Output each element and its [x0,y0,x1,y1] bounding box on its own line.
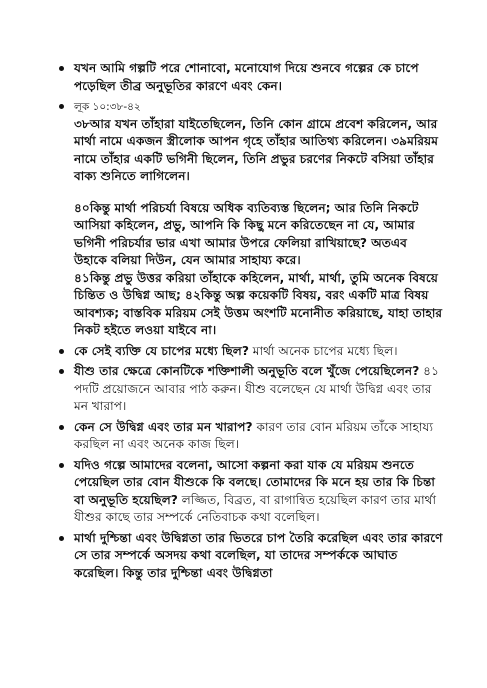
question-text: কেন সে উদ্বিগ্ন এবং তার মন খারাপ? [74,419,253,434]
answer-text: মার্থা অনেক চাপের মধ্যে ছিল। [248,343,398,358]
document-list [74,60,443,582]
list-item-question-2 [74,363,443,416]
bullet-icon [59,66,64,71]
bullet-icon [59,104,64,109]
bullet-icon [59,463,64,468]
list-item-question-3 [74,419,443,454]
bullet-icon [59,349,64,354]
paragraph-gap [74,186,443,200]
bullet-icon [59,536,64,541]
verse-paragraph-1: ৩৮আর যখন তাঁহারা যাইতেছিলেন, তিনি কোন গ্রামে প্রবেশ করিলেন, আর মার্থা নামে একজন স্ত্রীলোক আপন গৃহে তাঁহার আতিথ্য করিলেন। ৩৯মরিয়ম নামে তাঁহার একটি ভগিনী ছিলেন, তিনি প্রভুর চরণের নিকটে বসিয়া তাঁহার বাক্য শুনিতে লাগিলেন। [74,116,438,183]
list-item-question-5 [74,530,443,583]
verse-paragraph-3: ৪১কিন্তু প্রভু উত্তর করিয়া তাঁহাকে কহিলেন, মার্থা, মার্থা, তুমি অনেক বিষয়ে চিন্তিত ও উদ্বিগ্ন আছ; ৪২কিন্তু অল্প কয়েকটি বিষয়, বরং একটি মাত্র বিষয় আবশ্যক; বাস্তবিক মরিয়ম সেই উত্তম অংশটি মনোনীত করিয়াছে, যাহা তাহার নিকট হইতে লওয়া যাইবে না। [74,270,443,337]
scripture-reference: লূক ১০:৩৮-৪২ [74,101,141,113]
answer-text: কারণ তার বোন মরিয়ম তাঁকে সাহায্য করছিল না এবং অনেক কাজ ছিল। [74,419,433,451]
question-text: কে সেই ব্যক্তি যে চাপের মধ্যে ছিল? [74,343,249,358]
list-item-question-4 [74,457,443,527]
bullet-icon [59,369,64,374]
answer-text: লজ্জিত, বিব্রত, বা রাগান্বিত হয়েছিল কারণ তার মার্থা যীশুর কাছে তার সম্পর্কে নেতিবাচক কথা বলেছিল। [74,492,437,524]
list-item-reference [74,98,443,340]
bullet-icon [59,425,64,430]
verse-paragraph-2: ৪০কিন্তু মার্থা পরিচর্যা বিষয়ে অধিক ব্যতিব্যস্ত ছিলেন; আর তিনি নিকটে আসিয়া কহিলেন, প্রভু, আপনি কি কিছু মনে করিতেছেন না যে, আমার ভগিনী পরিচর্যার ভার এখা আমার উপরে ফেলিয়া রাখিয়াছে? অতএব উহাকে বলিয়া দিউন, যেন আমার সাহায্য করে। [74,200,419,267]
question-text: যীশু তার ক্ষেত্রে কোনটিকে শক্তিশালী অনুভূতি বলে খুঁজে পেয়েছিলেন? [74,364,420,378]
intro-text: যখন আমি গল্পটি পরে শোনাবো, মনোযোগ দিয়ে শুনবে গল্পের কে চাপে পড়েছিল তীব্র অনুভূতির কারণে এবং কেন। [74,61,419,93]
question-text: মার্থা দুশ্চিন্তা এবং উদ্বিগ্নতা তার ভিতরে চাপ তৈরি করেছিল এবং তার কারণে সে তার সম্পর্কে অসদয় কথা বলেছিল, যা তাদের সম্পর্ককে আঘাত করেছিল। কিন্তু তার দুশ্চিন্তা এবং উদ্বিগ্নতা [74,530,443,580]
answer-text: ৪১ পদটি প্রয়োজনে আবার পাঠ করুন। যীশু বলেছেন যে মার্থা উদ্বিগ্ন এবং তার মন খারাপ। [74,364,439,413]
list-item-question-1 [74,343,443,361]
question-text: যদিও গল্পে আমাদের বলেনা, আসো কল্পনা করা যাক যে মরিয়ম শুনতে পেয়েছিল তার বোন যীশুকে কি বলছে। তোমাদের কি মনে হয় তার কি চিন্তা বা অনুভূতি হয়েছিল? [74,457,435,507]
list-item-intro [74,60,443,95]
